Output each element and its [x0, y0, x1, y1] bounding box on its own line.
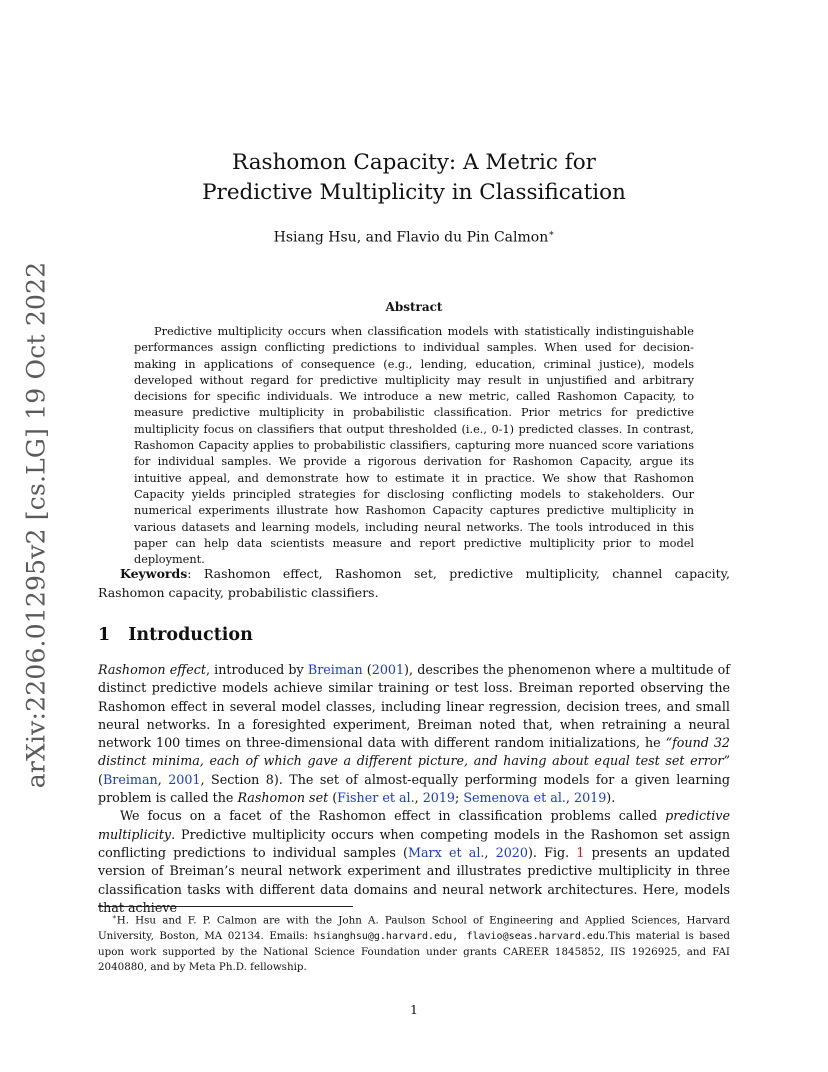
- term-rashomon-set: Rashomon set: [237, 790, 329, 806]
- author-names: Hsiang Hsu, and Flavio du Pin Calmon: [273, 229, 549, 246]
- text-run: We focus on a facet of the Rashomon effect in classification problems called: [120, 808, 666, 824]
- text-run: presents an updated version of Breiman’s neural network experiment and illustrates predictive multiplicity in three classification tasks with different data domains and neural network architectures. Here, models that achieve: [98, 844, 730, 915]
- title-line-2: Predictive Multiplicity in Classification: [202, 180, 626, 205]
- citation-semenova[interactable]: Semenova et al.: [463, 790, 566, 806]
- footnote-divider: [98, 906, 353, 907]
- keywords-paragraph: [98, 565, 730, 602]
- text-run: ,: [565, 790, 574, 806]
- text-run: (: [328, 790, 338, 806]
- citation-year-2019-semenova[interactable]: 2019: [574, 790, 607, 806]
- text-run: ). Fig.: [527, 844, 577, 860]
- text-run: ,: [484, 844, 496, 860]
- section-number: 1: [98, 625, 111, 645]
- term-rashomon-effect: Rashomon effect: [98, 662, 206, 677]
- text-run: , introduced by: [205, 662, 308, 677]
- breiman-quote: “found 32 distinct minima, each of which gave a different picture, and having about equal test set error”: [98, 735, 731, 769]
- section-title: Introduction: [128, 625, 253, 645]
- citation-marx[interactable]: Marx et al.: [407, 844, 485, 860]
- citation-year-2019-fisher[interactable]: 2019: [422, 790, 455, 806]
- citation-breiman[interactable]: Breiman: [307, 662, 363, 677]
- citation-breiman-2[interactable]: Breiman: [102, 771, 158, 787]
- author-footnote-mark: ∗: [548, 229, 555, 239]
- figure-reference-1[interactable]: 1: [576, 844, 585, 860]
- page-number: 1: [410, 1002, 418, 1017]
- text-run: (: [98, 771, 103, 787]
- title-line-1: Rashomon Capacity: A Metric for: [232, 150, 596, 175]
- citation-year-2001[interactable]: 2001: [371, 662, 405, 677]
- text-run: H. Hsu and F. P. Calmon are with the John A. Paulson School of Engineering and Applied Sciences, Harvard University, Boston, MA 02134. Emails:: [98, 914, 730, 943]
- keywords-label: Keywords: [120, 566, 188, 581]
- keywords-list: : Rashomon effect, Rashomon set, predictive multiplicity, channel capacity, Rashomon capacity, probabilistic classifiers.: [98, 566, 730, 600]
- text-run: . Predictive multiplicity occurs when competing models in the Rashomon set assign conflicting predictions to individual samples (: [98, 826, 730, 860]
- text-run: ).: [606, 790, 616, 806]
- text-run: (: [362, 662, 372, 677]
- intro-paragraph-2: [98, 807, 730, 917]
- footnote-emails: hsianghsu@g.harvard.edu, flavio@seas.harvard.edu: [313, 931, 605, 943]
- text-run: ,: [414, 790, 423, 806]
- section-heading-introduction: [98, 625, 253, 645]
- citation-year-2001-2[interactable]: 2001: [168, 771, 201, 787]
- citation-year-2020[interactable]: 2020: [495, 844, 528, 860]
- text-run: ,: [157, 771, 169, 787]
- text-run: , Section 8). The set of almost-equally performing models for a given learning problem is called the: [98, 771, 730, 806]
- text-run: ;: [455, 790, 464, 806]
- text-run: .This material is based upon work supported by the National Science Foundation under grants CAREER 1845852, IIS 1926925, and FAI 2040880, and by Meta Ph.D. fellowship.: [98, 930, 730, 974]
- paper-title: [150, 148, 678, 208]
- intro-paragraph-1: [98, 661, 730, 807]
- abstract-text: Predictive multiplicity occurs when classification models with statistically indistinguishable performances assign conflicting predictions to individual samples. When used for decision-making in applications of consequence (e.g., lending, education, criminal justice), models developed without regard for predictive multiplicity may result in unjustified and arbitrary decisions for specific individuals. We introduce a new metric, called Rashomon Capacity, to measure predictive multiplicity in probabilistic classification. Prior metrics for predictive multiplicity focus on classifiers that output thresholded (i.e., 0-1) predicted classes. In contrast, Rashomon Capacity applies to probabilistic classifiers, capturing more nuanced score variations for individual samples. We provide a rigorous derivation for Rashomon Capacity, argue its intuitive appeal, and demonstrate how to estimate it in practice. We show that Rashomon Capacity yields principled strategies for disclosing conflicting models to stakeholders. Our numerical experiments illustrate how Rashomon Capacity captures predictive multiplicity in various datasets and learning models, including neural networks. The tools introduced in this paper can help data scientists measure and report predictive multiplicity prior to model deployment.: [134, 325, 694, 567]
- text-run: ), describes the phenomenon where a multitude of distinct predictive models achieve similar training or test loss. Breiman reported observing the Rashomon effect in several model classes, including linear regression, decision trees, and small neural networks. In a foresighted experiment, Breiman noted that, when retraining a neural network 100 times on three-dimensional data with different random initializations, he: [98, 662, 731, 751]
- author-list: [150, 229, 678, 246]
- footnote-affiliation: [98, 910, 730, 976]
- introduction-body: [98, 661, 730, 917]
- footnote-mark: ∗: [112, 913, 117, 921]
- arxiv-identifier-stamp: arXiv:2206.01295v2 [cs.LG] 19 Oct 2022: [21, 261, 51, 789]
- citation-fisher[interactable]: Fisher et al.: [337, 790, 415, 806]
- abstract-heading: Abstract: [385, 300, 443, 314]
- term-predictive-multiplicity: predictive multiplicity: [98, 808, 730, 842]
